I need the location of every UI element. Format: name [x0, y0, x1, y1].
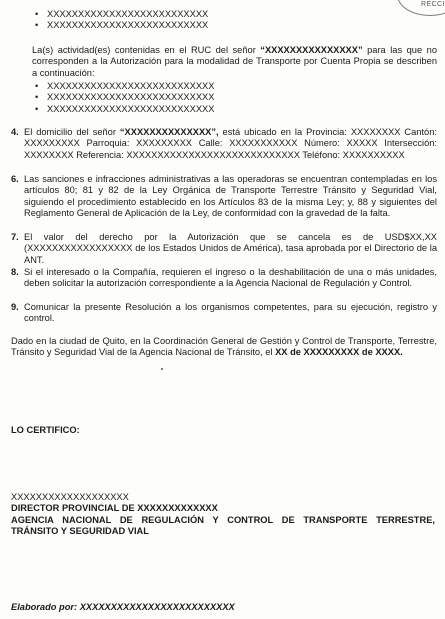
prepared-name: XXXXXXXXXXXXXXXXXXXXXXXXX [79, 602, 235, 612]
clause-text: Si el interesado o la Compañía, requieren el ingreso o la deshabilitación de una o más unidades, deben solicitar la autorización correspondiente a la Agencia Nacional de Regulación y Control. [24, 267, 437, 289]
prepared-label: Elaborado por: [11, 602, 78, 612]
issue-date: XX de XXXXXXXXX de XXXX. [275, 347, 403, 358]
clause-text: Las sanciones e infracciones administrativas a las operadoras se encuentran contempladas en los artículos 80; 81 y 82 de la Ley Orgánica de Transporte Terrestre Tránsito y Seguridad Vial, siguiendo el procedimiento establecido en los Artículos 83 de la misma Ley; y, 88 y siguientes del Reglamento General de Aplicación de la Ley, de conformidad con la gravedad de la falta. [24, 174, 437, 218]
owner-name: “XXXXXXXXXXXXXX”, [119, 127, 219, 137]
activities-list-top [32, 9, 437, 32]
clause-8-units [11, 267, 437, 290]
seal-text: RECCI [421, 1, 445, 8]
clause-number: 7. [11, 232, 19, 242]
activities-list-excluded [32, 81, 437, 115]
signature-block [11, 492, 437, 537]
clause-number: 6. [11, 174, 19, 184]
clause-text: Comunicar la presente Resolución a los organismos competentes, para su ejecución, registro y control. [24, 302, 437, 324]
closing-paragraph: Dado en la ciudad de Quito, en la Coordinación General de Gestión y Control de Transporte, Terrestre, Tránsito y Seguridad Vial de la Agencia Nacional de Tránsito, el XX de XXXXXXXXX de XXXX. [11, 336, 437, 358]
list-item: • XXXXXXXXXXXXXXXXXXXXXXXXXXX [32, 92, 437, 103]
list-item: • XXXXXXXXXXXXXXXXXXXXXXXXXX [32, 20, 437, 31]
clause-number: 4. [11, 127, 19, 137]
clause-number: 9. [11, 302, 19, 312]
agency-name: AGENCIA NACIONAL DE REGULACIÓN Y CONTROL DE TRANSPORTE TERRESTRE, TRÁNSITO Y SEGURIDAD VIAL [11, 514, 435, 536]
list-item: • XXXXXXXXXXXXXXXXXXXXXXXXXX [32, 9, 437, 20]
ruc-activities-paragraph: La(s) actividad(es) contenidas en el RUC del señor “XXXXXXXXXXXXXXX” para las que no corresponden a la Autorización para la modalidad de Transporte por Cuenta Propia se describen a continuación: [32, 45, 437, 78]
list-item: • XXXXXXXXXXXXXXXXXXXXXXXXXXX [32, 104, 437, 115]
signatory-title: DIRECTOR PROVINCIAL DE XXXXXXXXXXXXX [11, 503, 218, 514]
list-item: • XXXXXXXXXXXXXXXXXXXXXXXXXXX [32, 81, 437, 92]
owner-name: “XXXXXXXXXXXXXXX” [260, 45, 363, 55]
clause-6-sanctions [11, 174, 437, 219]
clause-number: 8. [11, 267, 19, 277]
signatory-name: XXXXXXXXXXXXXXXXXXX [11, 492, 129, 502]
prepared-by [11, 602, 437, 613]
clause-text: El valor del derecho por la Autorización que se cancela es de USD$XX,XX (XXXXXXXXXXXXXXXXX de los Estados Unidos de América), tasa aprobada por el Directorio de la ANT. [24, 232, 437, 265]
speck [161, 368, 163, 370]
clause-4-domicile: 4. El domicilio del señor “XXXXXXXXXXXXXX”, está ubicado en la Provincia: XXXXXXXX Cantón: XXXXXXXXX Parroquia: XXXXXXXXX Calle: XXXXXXXXXXX Número: XXXXX Intersección: XXXXXXXX Referencia: XXXXXXXXXXXXXXXXXXXXXXXXXXXX Teléfono: XXXXXXXXXX [11, 127, 437, 160]
certify-heading: LO CERTIFICO: [11, 425, 80, 435]
clause-9-communicate [11, 302, 437, 325]
clause-7-fee [11, 232, 437, 266]
